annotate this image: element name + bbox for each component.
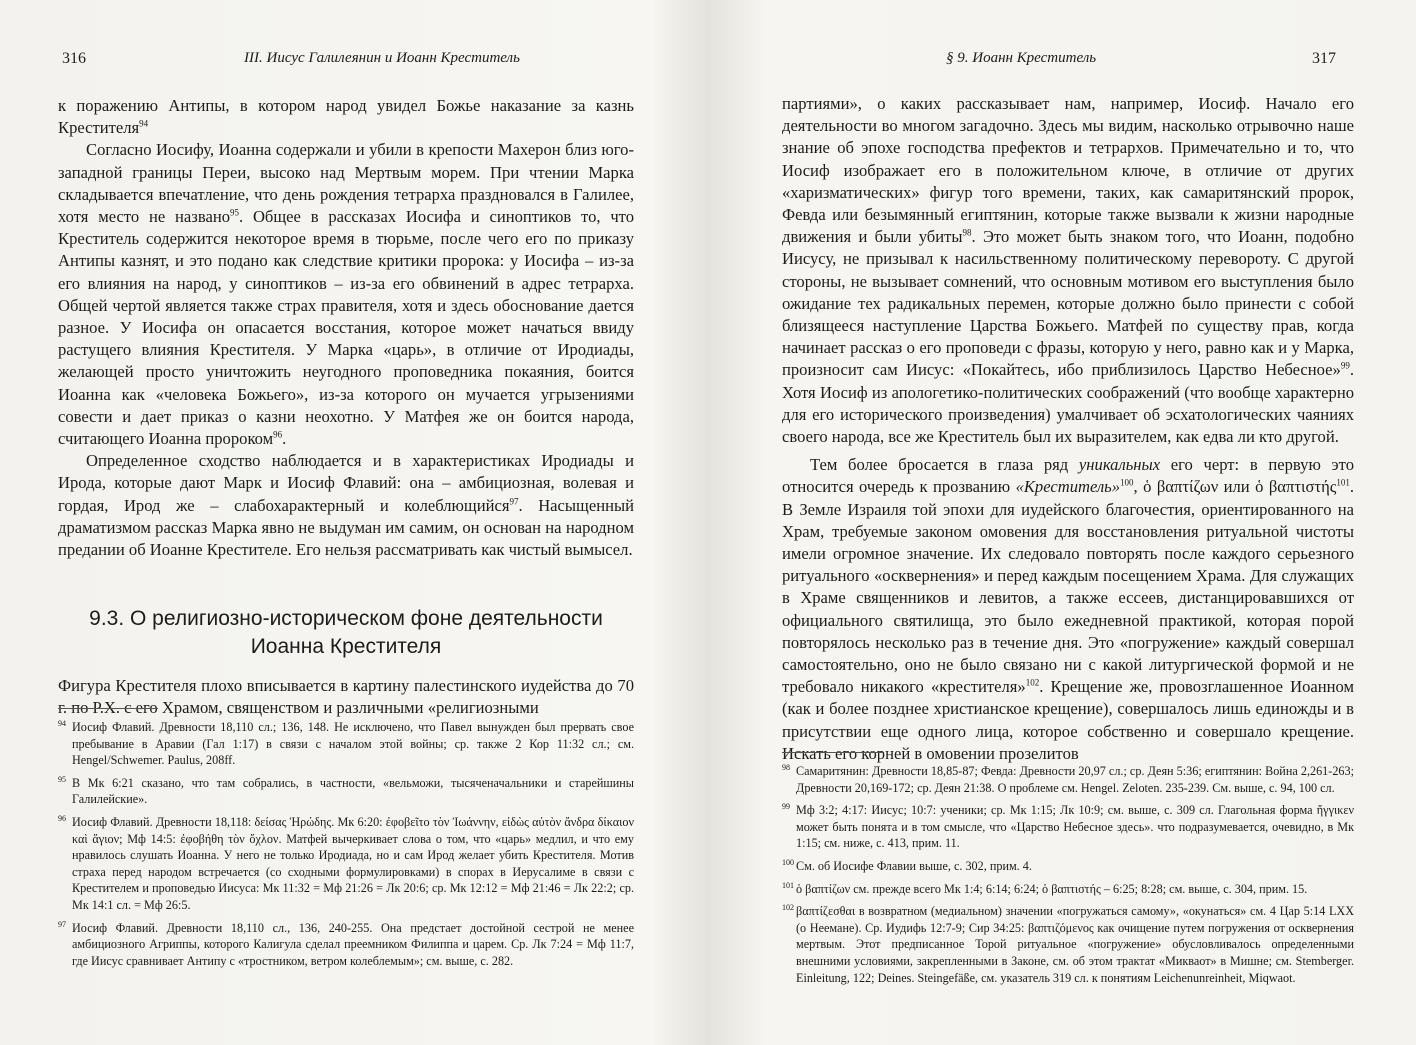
footnote-ref: 100 [1120, 477, 1134, 488]
page-number: 316 [62, 50, 86, 67]
footnote-ref: 98 [962, 227, 972, 238]
running-head: III. Иисус Галилеянин и Иоанн Креститель [244, 50, 520, 66]
footnotes [782, 752, 1354, 992]
footnote-ref: 96 [273, 429, 283, 440]
footnote: 96 Иосиф Флавий. Древности 18,118: δείσας Ἡρώδης. Мк 6:20: ἐφοβεῖτο τὸν Ἰωάννην, εἰδὼς αὐτὸν ἄνδρα δίκαιον καὶ ἅγιον; Мф 14:5: ἐφοβήθη τὸν ὄχλον. Матфей вычеркивает слова о том, что «царь» медлил, и что ему нравилось слушать Иоанна. У него не только Иродиада, но и сам Ирод желает убить Крестителя. Мотив страха перед народом встречается (со сходными формулировками) в спорах в Иерусалиме в связи с Крестителем и проповедью Иисуса: Мк 11:32 = Мф 21:26 = Лк 20:6; ср. Мк 12:12 = Мф 21:46 = Лк 22:2; ср. Мк 14:1 сл. = Мф 26:5. [58, 813, 634, 912]
footnote: 100 См. об Иосифе Флавии выше, с. 302, прим. 4. [782, 857, 1032, 873]
footnote-ref: 95 [230, 207, 239, 218]
footnote: 101 ὁ βαπτίζων см. прежде всего Мк 1:4; 6:14; 6:24; ὁ βαπτιστής – 6:25; 8:28; см. выше, с. 304, прим. 15. [782, 880, 1308, 896]
footnote: 95 В Мк 6:21 сказано, что там собрались, в частности, «вельможи, тысяченачальники и старейшины Галилейские». [58, 774, 634, 807]
footnote: 99 Мф 3:2; 4:17: Иисус; 10:7: ученики; ср. Мк 1:15; Лк 10:9; см. выше, с. 309 сл. Глагольная форма ἤγγικεν может быть понята и в том смысле, что «Царство Небесное здесь». что подразумевается, очевидно, в Мк 1:15; см. ниже, с. 413, прим. 11. [782, 802, 1354, 851]
paragraph: Определенное сходство наблюдается и в характеристиках Иродиады и Ирода, которые дают Марк и Иосиф Флавий: она – амбициозная, волевая и гордая, Ирод же – слабохарактерный и колеблющийся$^{97}$. Насыщенный драматизмом рассказ Марка явно не выдуман им самим, он основан на народном предании об Иоанне Крестителе. Его нельзя рассматривать как чистый вымысел. [58, 451, 634, 560]
footnote-ref: 101 [1336, 477, 1350, 488]
left-page [0, 0, 700, 1045]
main-text [58, 95, 634, 720]
section-heading: 9.3. О религиозно-историческом фоне деятельности Иоанна Крестителя [89, 607, 603, 659]
footnote-ref: 94 [139, 118, 149, 129]
right-page [712, 0, 1416, 1045]
paragraph: к поражению Антипы, в котором народ увидел Божье наказание за казнь Крестителя$^{94}$ [58, 96, 634, 138]
paragraph: Согласно Иосифу, Иоанна содержали и убили в крепости Махерон близ юго-западной границы Переи, высоко над Мертвым морем. При чтении Марка складывается впечатление, что день рождения тетрарха праздновался в Галилее, хотя место не названо$^{95}$. Общее в рассказах Иосифа и синоптиков то, что Креститель содержится некоторое время в тюрьме, после чего его по приказу Антипы казнят, и это подано как следствие критики пророка: у Иосифа – из-за его влияния на народ, у синоптиков – из-за его обвинений в адрес тетрарха. Общей чертой является также страх правителя, хотя и здесь обоснование дается разное. У Иосифа он опасается восстания, которое может начаться ввиду растущего влияния Крестителя. У Марка «царь», в отличие от Иродиады, желающей просто уничтожить неугодного проповедника покаяния, боится Иоанна как «человека Божьего», из-за которого он мучается угрызениями совести и дает приказ о казни неохотно. У Матфея же он боится народа, считающего Иоанна пророком$^{96}$. [58, 140, 635, 449]
paragraph: Фигура Крестителя плохо вписывается в картину палестинского иудейства до 70 г. по Р.Х. с его Храмом, священством и различными «религиозными [58, 676, 634, 718]
footnote: 98 Самаритянин: Древности 18,85-87; Февда: Древности 20,97 сл.; ср. Деян 5:36; египтянин: Война 2,261-263; Древности 20,169-172; ср. Деян 21:38. О проблеме см. Hengel. Zeloten. 235-239. См. выше, с. 94, 100 сл. [782, 763, 1354, 795]
footnotes [58, 708, 634, 975]
running-head: § 9. Иоанн Креститель [946, 50, 1097, 66]
footnote: 97 Иосиф Флавий. Древности 18,110 сл., 136, 240-255. Она предстает достойной сестрой не менее амбициозного Агриппы, которого Калигула сделал преемником Филиппа и царем. Ср. Лк 7:24 = Мф 11:7, где Иисус сравнивает Антипу с «тростником, ветром колеблемым»; см. выше, с. 282. [58, 919, 634, 968]
main-text [782, 93, 1354, 765]
footnote-ref: 97 [509, 496, 519, 507]
footnote: 102 βαπτίζεσθαι в возвратном (медиальном) значении «погружаться самому», «окунаться» см. 4 Цар 5:14 LXX (о Неемане). Ср. Иудифь 12:7-9; Сир 34:25: βαπτιζόμενος как очищение путем погружения от осквернения мертвым. Этот предписанное Торой ритуальное «погружение» обусловливалось определенными внешними условиями, закрепленными в Законе, см. об этом трактат «Микваот» в Мишне; см. Stemberger. Einleitung, 122; Deines. Steingefäße, см. указатель 319 сл. к понятиям Leichenunreinheit, Miqwaot. [782, 903, 1354, 985]
footnote-ref: 99 [1340, 360, 1350, 371]
page-number: 317 [1312, 50, 1336, 67]
footnote-ref: 102 [1025, 677, 1040, 688]
footnote: 94 Иосиф Флавий. Древности 18,110 сл.; 136, 148. Не исключено, что Павел вынужден был прервать свое пребывание в Аравии (Гал 1:17) в связи с началом этой войны; ср. также 2 Кор 11:32 сл.; см. Hengel/Schwemer. Paulus, 208ff. [58, 719, 634, 768]
paragraph: Тем более бросается в глаза ряд уникальных его черт: в первую это относится очередь к прозванию «Креститель»$^{100}$, ὁ βαπτίζων или ὁ βαπτιστής$^{101}$. В Земле Израиля той эпохи для иудейского благочестия, ориентированного на Храм, требуемые законом омовения для восстановления ритуальной чистоты имели огромное значение. Их следовало повторять после каждого серьезного ритуального «осквернения» и перед каждым посещением Храма. Для служащих в Храме священников и левитов, а также ессеев, дистанцировавшихся от официального святилища, это было ежедневной практикой, которая порой повторялось несколько раз в течение дня. Это «погружение» каждый совершал самостоятельно, оно не было связано ни с какой литургической формой и не требовало никакого «крестителя»$^{102}$. Крещение же, провозглашенное Иоанном (как и более позднее христианское крещение), совершалось лишь единожды и в присутствии еще одного лица, которое собственно и совершало крещение. Искать его корней в омовении прозелитов [782, 455, 1354, 763]
paragraph: партиями», о каких рассказывает нам, например, Иосиф. Начало его деятельности во многом загадочно. Здесь мы видим, насколько отрывочно наше знание об эпохе господства префектов и тетрархов. Примечательно и то, что Иосиф изображает его в положительном ключе, в отличие от других «харизматических» фигур того времени, таких, как самаритянский пророк, Февда или безымянный египтянин, которые также вызвали к жизни народные движения и были убиты$^{98}$. Это может быть знаком того, что Иоанн, подобно Иисусу, не призывал к насильственному политическому перевороту. С другой стороны, не вызывает сомнений, что основным мотивом его выступления было ожидание тех радикальных перемен, которые должно было принести с собой близящееся наступление Царства Божьего. Матфей по существу прав, когда начинает рассказ о его проповеди с фразы, которую у него, равно как и у Марка, произносит сам Иисус: «Покайтесь, ибо приблизилось Царство Небесное»$^{99}$. Хотя Иосиф из апологетико-политических соображений (что вообще характерно для его исторического произведения) умалчивает об эсхатологических чаяниях своего народа, все же Креститель был их выразителем, как едва ли кто другой. [782, 94, 1354, 447]
